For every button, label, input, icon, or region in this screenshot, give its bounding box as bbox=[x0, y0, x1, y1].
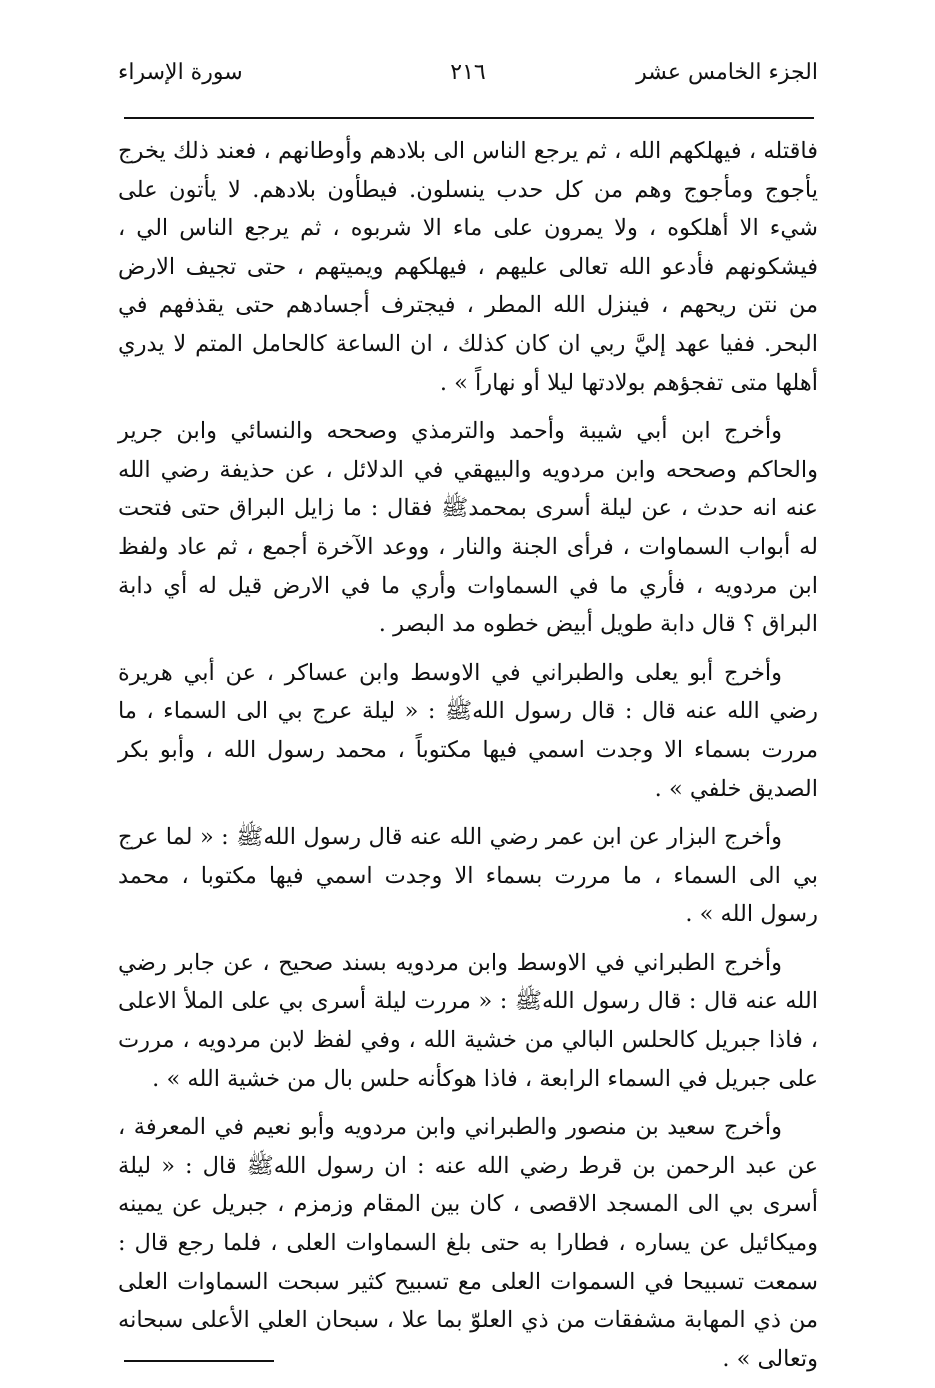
page-body bbox=[118, 132, 818, 1388]
paragraph-continuation: فاقتله ، فيهلكهم الله ، ثم يرجع الناس الى بلادهم وأوطانهم ، فعند ذلك يخرج يأجوج ومأجوج وهم من كل حدب ينسلون. فيطأون بلادهم. لا يأتون على شيء الا أهلكوه ، ولا يمرون على ماء الا شربوه ، ثم يرجع الناس الي ، فيشكونهم فأدعو الله تعالى عليهم ، فيهلكهم ويميتهم ، حتى تجيف الارض من نتن ريحهم ، فينزل الله المطر ، فيجترف أجسادهم حتى يقذفهم في البحر. ففيا عهد إليَّ ربي ان كان كذلك ، ان الساعة كالحامل المتم لا يدري أهلها متى تفجؤهم بولادتها ليلا أو نهاراً » . bbox=[118, 138, 818, 396]
surah-title: سورة الإسراء bbox=[118, 60, 243, 85]
paragraph-hadith-abdurrahman: وأخرج سعيد بن منصور والطبراني وابن مردويه وأبو نعيم في المعرفة ، عن عبد الرحمن بن قرط رضي الله عنه : ان رسول اللهﷺ قال : « ليلة أسرى بي الى المسجد الاقصى ، كان بين المقام وزمزم ، جبريل عن يمينه وميكائيل عن يساره ، فطارا به حتى بلغ السماوات العلى ، فلما رجع قال : سمعت تسبيحا في السموات العلى مع تسبيح كثير سبحت السماوات العلى من ذي المهابة مشفقات من ذي العلوّ بما علا ، سبحان العلي الأعلى سبحانه وتعالى » . bbox=[118, 1114, 818, 1372]
page-number: ٢١٦ bbox=[450, 60, 486, 85]
page-header bbox=[118, 52, 818, 98]
paragraph-hadith-ibn-umar: وأخرج البزار عن ابن عمر رضي الله عنه قال رسول اللهﷺ : « لما عرج بي الى السماء ، ما مررت بسماء الا وجدت اسمي فيها مكتوبا ، محمد رسول الله » . bbox=[118, 824, 818, 928]
paragraph-hadith-abu-hurayra: وأخرج أبو يعلى والطبراني في الاوسط وابن عساكر ، عن أبي هريرة رضي الله عنه قال : قال رسول اللهﷺ : « ليلة عرج بي الى السماء ، ما مررت بسماء الا وجدت اسمي فيها مكتوباً ، محمد رسول الله ، وأبو بكر الصديق خلفي » . bbox=[118, 659, 818, 802]
paragraph-hadith-jabir: وأخرج الطبراني في الاوسط وابن مردويه بسند صحيح ، عن جابر رضي الله عنه قال : قال رسول اللهﷺ : « مررت ليلة أسرى بي على الملأ الاعلى ، فاذا جبريل كالحلس البالي من خشية الله ، وفي لفظ لابن مردويه ، مررت على جبريل في السماء الرابعة ، فاذا هوكأنه حلس بال من خشية الله » . bbox=[118, 949, 818, 1092]
header-rule bbox=[124, 117, 814, 119]
juz-title: الجزء الخامس عشر bbox=[636, 60, 818, 85]
footnote-rule bbox=[124, 1360, 274, 1362]
paragraph-hadith-hudhayfa: وأخرج ابن أبي شيبة وأحمد والترمذي وصححه والنسائي وابن جرير والحاكم وصححه وابن مردويه والبيهقي في الدلائل ، عن حذيفة رضي الله عنه انه حدث ، عن ليلة أسرى بمحمدﷺ فقال : ما زايل البراق حتى فتحت له أبواب السماوات ، فرأى الجنة والنار ، ووعد الآخرة أجمع ، ثم عاد ولفظ ابن مردويه ، فأري ما في السماوات وأري ما في الارض قيل له أي دابة البراق ؟ قال دابة طويل أبيض خطوه مد البصر . bbox=[118, 418, 818, 638]
